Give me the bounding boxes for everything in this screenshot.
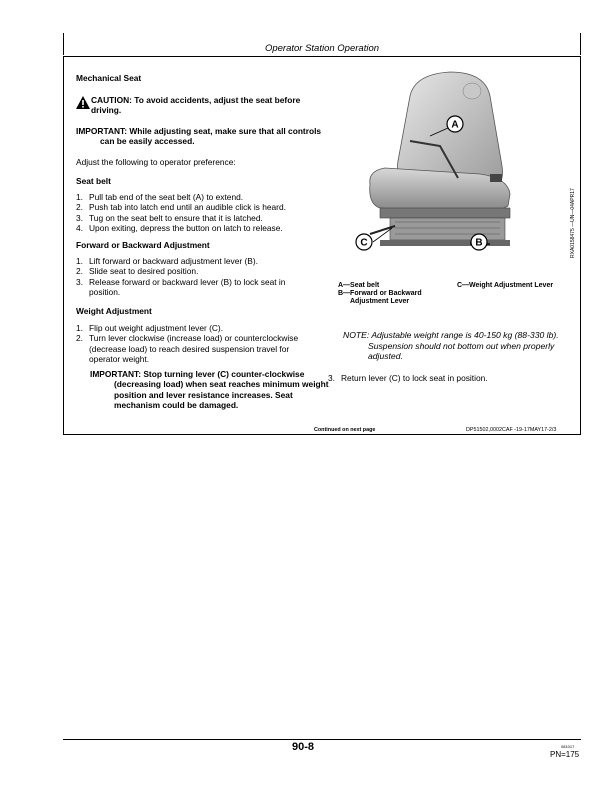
legend-c: C—Weight Adjustment Lever bbox=[457, 282, 554, 289]
list-item: 1. Lift forward or backward adjustment lever (B). bbox=[76, 256, 258, 266]
part-number: PN=175 bbox=[550, 750, 580, 759]
doc-ref: DP51502,0002CAF -19-17MAY17-2/3 bbox=[466, 427, 557, 433]
content-bottom-rule bbox=[63, 434, 581, 435]
callout-a-label: A bbox=[451, 119, 459, 131]
step-3-text: Return lever (C) to lock seat in position. bbox=[341, 373, 488, 383]
important-note-1: IMPORTANT: While adjusting seat, make sure that all controls can be easily accessed. bbox=[76, 126, 322, 147]
list-item: 2. Slide seat to desired position. bbox=[76, 266, 199, 277]
intro-text: Adjust the following to operator preference: bbox=[76, 157, 236, 167]
caution-block bbox=[76, 95, 301, 116]
list-item: 3. Release forward or backward lever (B) to lock seat in position. bbox=[76, 276, 286, 297]
forward-steps bbox=[76, 256, 308, 297]
list-item: 2. Turn lever clockwise (increase load) or counterclockwise (decrease load) to reach desired suspension travel for operator weight. bbox=[76, 333, 299, 364]
legend-b2: Adjustment Lever bbox=[350, 298, 410, 305]
list-item: 1. Flip out weight adjustment lever (C). bbox=[76, 323, 224, 333]
page-header-title: Operator Station Operation bbox=[264, 43, 380, 54]
footer-rule bbox=[63, 739, 581, 740]
important-note-2: IMPORTANT: Stop turning lever (C) counter-clockwise (decreasing load) when seat reaches minimum weight position and lever resistance increases. Seat mechanism could be damaged. bbox=[90, 369, 329, 410]
seat-illustration bbox=[340, 66, 545, 266]
continued-text: Continued on next page bbox=[314, 427, 376, 433]
section-heading: Mechanical Seat bbox=[76, 73, 142, 83]
warning-triangle-icon bbox=[76, 96, 90, 109]
list-item: 1. Pull tab end of the seat belt (A) to extend. bbox=[76, 192, 244, 202]
header-bottom-rule bbox=[63, 56, 581, 57]
forward-heading: Forward or Backward Adjustment bbox=[76, 240, 210, 250]
seat-figure bbox=[340, 66, 545, 266]
legend-a: A—Seat belt bbox=[338, 282, 380, 289]
content-left-rule bbox=[63, 56, 64, 434]
page-number: 90-8 bbox=[292, 741, 315, 753]
caution-text: CAUTION: To avoid accidents, adjust the seat before driving. bbox=[91, 95, 301, 116]
figure-id: RXA0158475 —UN—04APR17 bbox=[570, 188, 576, 258]
callout-c-label: C bbox=[360, 237, 368, 249]
weight-heading: Weight Adjustment bbox=[76, 306, 152, 316]
seatbelt-heading: Seat belt bbox=[76, 176, 111, 186]
callout-b-label: B bbox=[475, 237, 483, 249]
list-item: 3. Tug on the seat belt to ensure that it is latched. bbox=[76, 212, 263, 223]
list-item: 2. Push tab into latch end until an audible click is heard. bbox=[76, 202, 286, 213]
note-text: NOTE: Adjustable weight range is 40-150 kg (88-330 lb). Suspension should not bottom out when properly adjusted. bbox=[343, 330, 559, 361]
weight-steps bbox=[76, 323, 308, 364]
footer-code: 081017 bbox=[561, 744, 575, 749]
legend-b1: B—Forward or Backward bbox=[338, 290, 422, 297]
content-right-rule bbox=[580, 56, 581, 434]
seatbelt-steps bbox=[76, 192, 321, 233]
list-item: 4. Upon exiting, depress the button on latch to release. bbox=[76, 222, 283, 233]
step-3-num: 3. bbox=[328, 373, 335, 383]
step-3 bbox=[328, 373, 488, 383]
